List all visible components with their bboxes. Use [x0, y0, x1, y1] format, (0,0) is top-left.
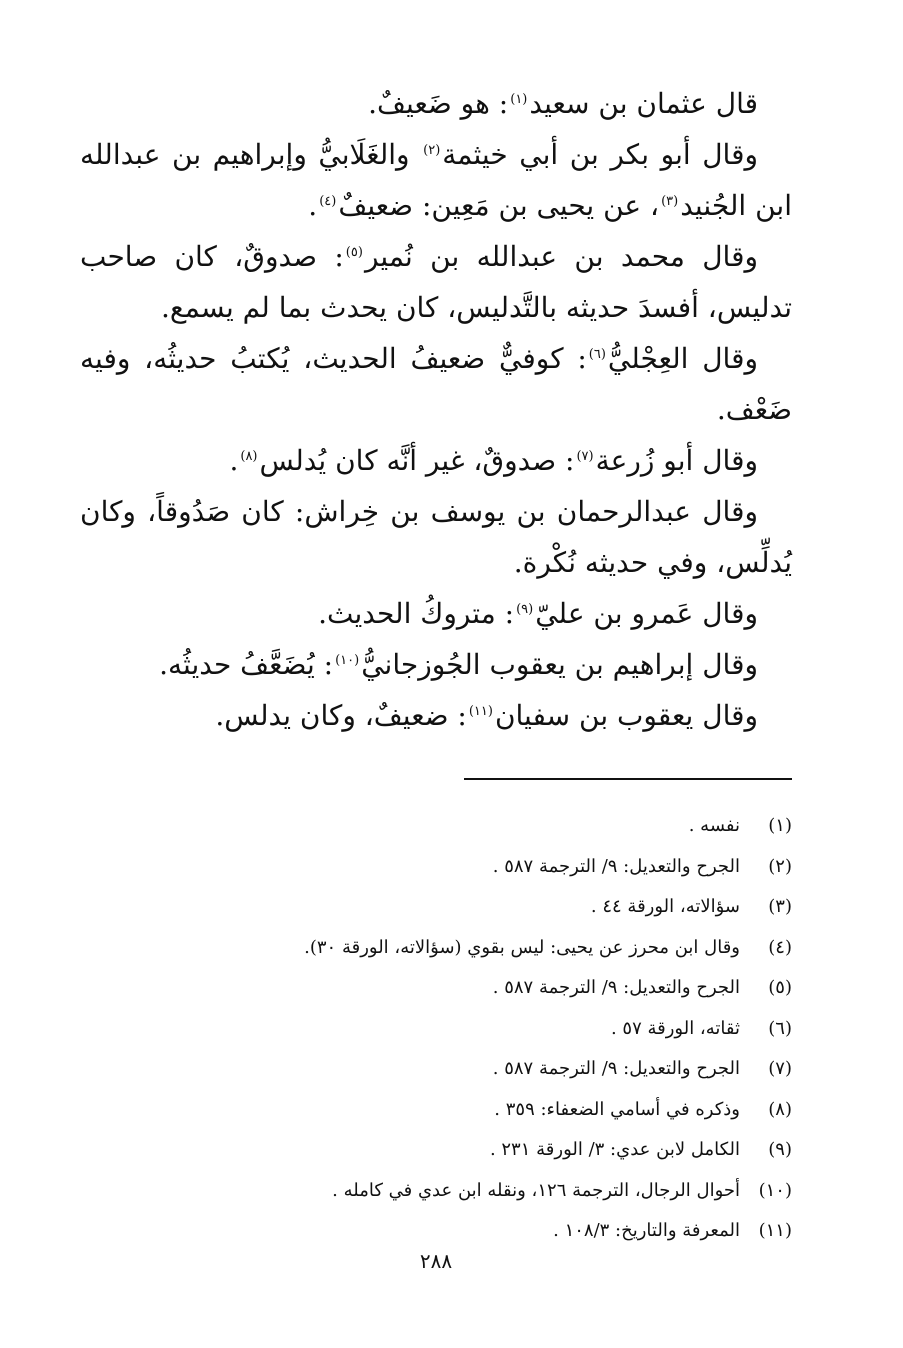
main-text [80, 78, 792, 741]
paragraph-text: : يُضَعَّفُ حديثُه. [159, 648, 334, 681]
footnote-marker: (٩) [516, 601, 534, 617]
paragraph-text: : كوفيٌّ ضعيفُ الحديث، يُكتبُ حديثُه، وفيه ضَعْف. [80, 342, 792, 426]
footnote-text: الجرح والتعديل: ٩/ الترجمة ٥٨٧ . [492, 977, 740, 998]
footnote-text: ثقاته، الورقة ٥٧ . [610, 1017, 740, 1039]
paragraph-text: وقال إبراهيم بن يعقوب الجُوزجانيُّ [361, 648, 758, 681]
paragraph [80, 78, 792, 129]
footnote-number: (٩) [768, 1139, 792, 1160]
paragraph-text: : ضعيفٌ، وكان يدلس. [215, 699, 467, 732]
document-page [80, 78, 792, 1308]
paragraph [80, 690, 792, 741]
footnote-text: وذكره في أسامي الضعفاء: ٣٥٩ . [494, 1098, 740, 1120]
paragraph [80, 231, 792, 333]
footnote-marker: (٥) [345, 244, 363, 260]
footnote-number: (٥) [768, 977, 792, 998]
footnote-marker: (١١) [468, 703, 493, 719]
paragraph-text: : صدوقٌ، غير أنَّه كان يُدلس [259, 444, 575, 477]
footnote-text: المعرفة والتاريخ: ١٠٨/٣ . [553, 1220, 740, 1241]
footnote-number: (١١) [758, 1220, 792, 1241]
paragraph [80, 435, 792, 486]
footnote-text: أحوال الرجال، الترجمة ١٢٦، ونقله ابن عدي في كامله . [332, 1179, 740, 1201]
footnote-number: (٣) [768, 896, 792, 917]
paragraph-text: وقال يعقوب بن سفيان [494, 699, 758, 732]
footnote-marker: (٧) [576, 448, 594, 464]
footnote [80, 928, 792, 969]
footnote-number: (٤) [768, 936, 792, 958]
paragraph-text: قال عثمان بن سعيد [529, 87, 758, 120]
paragraph-text: : صدوقٌ، كان صاحب تدليس، أفسدَ حديثه بالتَّدليس، كان يحدث بما لم يسمع. [80, 240, 792, 324]
footnote-number: (٨) [768, 1098, 792, 1120]
footnote-number: (٢) [768, 855, 792, 877]
paragraph-text: : متروكُ الحديث. [318, 597, 515, 630]
footnote-marker: (٤) [319, 193, 337, 209]
footnote [80, 1171, 792, 1212]
footnote-number: (٦) [768, 1017, 792, 1039]
paragraph-text: والغَلَابيُّ وإبراهيم بن عبدالله ابن الجُنيد [80, 138, 792, 222]
footnote [80, 968, 792, 1009]
footnote [80, 887, 792, 928]
footnote-number: (٧) [768, 1058, 792, 1079]
paragraph [80, 129, 792, 231]
footnote-number: (١) [768, 815, 792, 836]
footnote [80, 1049, 792, 1090]
footnote-separator [464, 778, 792, 780]
footnote-text: الجرح والتعديل: ٩/ الترجمة ٥٨٧ . [492, 1058, 740, 1079]
paragraph-text: وقال العِجْليُّ [607, 342, 758, 375]
footnote-marker: (١) [510, 91, 528, 107]
paragraph-text: وقال أبو بكر بن أبي خيثمة [442, 138, 758, 171]
footnote-text: وقال ابن محرز عن يحيى: ليس بقوي (سؤالاته، الورقة ٣٠). [304, 936, 740, 958]
footnote [80, 847, 792, 888]
footnote [80, 1130, 792, 1171]
footnote [80, 1009, 792, 1050]
paragraph [80, 588, 792, 639]
paragraph-text: وقال محمد بن عبدالله بن نُمير [364, 240, 758, 273]
paragraph-text: وقال عَمرو بن عليّ [535, 597, 758, 630]
footnote [80, 1090, 792, 1131]
paragraph-text: . [308, 189, 318, 222]
paragraph-text: وقال عبدالرحمان بن يوسف بن خِراش: كان صَدُوقاً، وكان يُدلِّس، وفي حديثه نُكْرة. [80, 495, 792, 579]
footnote-text: الكامل لابن عدي: ٣/ الورقة ٢٣١ . [489, 1139, 740, 1160]
paragraph-text: وقال أبو زُرعة [595, 444, 758, 477]
footnote-marker: (٦) [588, 346, 606, 362]
footnote-number: (١٠) [758, 1179, 792, 1201]
footnote-marker: (٨) [240, 448, 258, 464]
paragraph [80, 333, 792, 435]
paragraph-text: ، عن يحيى بن مَعِين: ضعيفٌ [338, 189, 660, 222]
paragraph-text: . [229, 444, 239, 477]
footnote-marker: (٢) [423, 142, 441, 158]
footnote-text: سؤالاته، الورقة ٤٤ . [590, 896, 740, 917]
footnotes [80, 806, 792, 1252]
paragraph [80, 486, 792, 588]
footnote [80, 806, 792, 847]
footnote-marker: (١٠) [335, 652, 360, 668]
footnote [80, 1211, 792, 1252]
footnote-marker: (٣) [661, 193, 679, 209]
paragraph [80, 639, 792, 690]
footnote-text: الجرح والتعديل: ٩/ الترجمة ٥٨٧ . [492, 855, 740, 877]
page-number: ٢٨٨ [419, 1249, 453, 1273]
footnote-text: نفسه . [688, 815, 740, 836]
paragraph-text: : هو ضَعيفٌ. [368, 87, 509, 120]
